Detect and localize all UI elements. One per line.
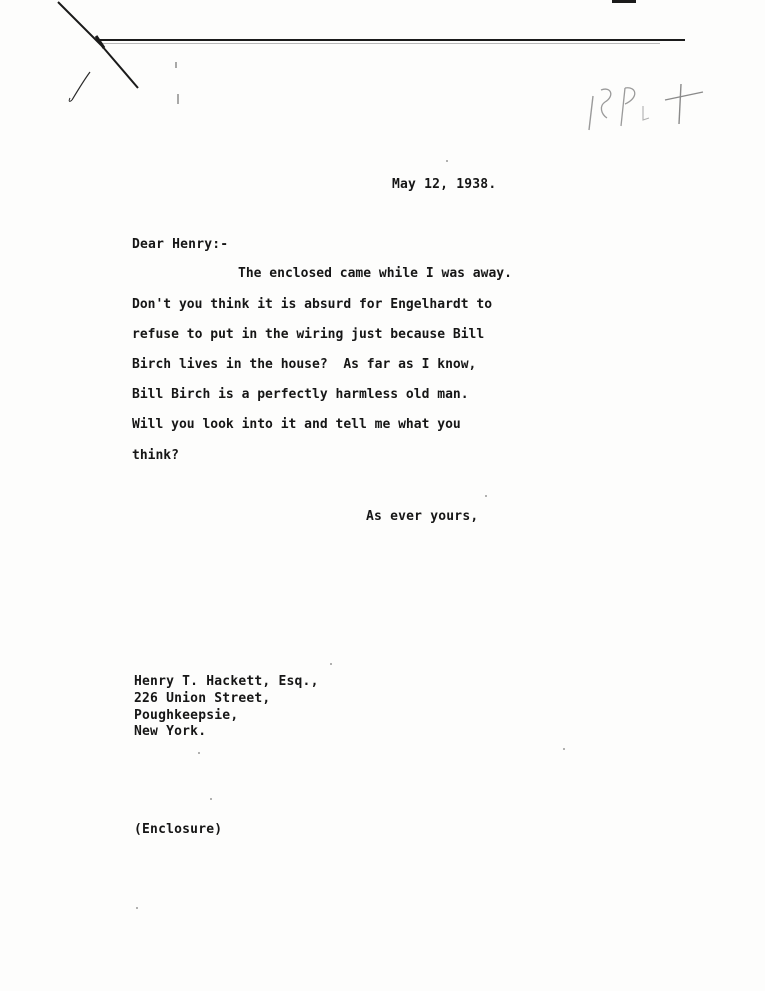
closing: As ever yours, [366, 509, 479, 524]
body-line: Bill Birch is a perfectly harmless old man. [132, 387, 469, 402]
paper-speck [136, 907, 138, 909]
address-line-name: Henry T. Hackett, Esq., [134, 674, 319, 689]
paper-speck [210, 798, 212, 800]
body-line: refuse to put in the wiring just because Bill [132, 327, 485, 342]
pencil-notation [585, 78, 715, 148]
salutation: Dear Henry:- [132, 237, 229, 252]
address-line-street: 226 Union Street, [134, 691, 271, 706]
paper-speck [563, 748, 565, 750]
paper-speck [485, 495, 487, 497]
paper-speck [446, 160, 448, 162]
body-line: Will you look into it and tell me what you [132, 417, 461, 432]
body-line: Don't you think it is absurd for Engelhardt to [132, 297, 493, 312]
body-line: Birch lives in the house? As far as I know, [132, 357, 477, 372]
letter-date: May 12, 1938. [392, 177, 497, 192]
body-line: think? [132, 448, 179, 463]
enclosure-note: (Enclosure) [134, 822, 223, 837]
body-line: The enclosed came while I was away. [238, 266, 512, 281]
corner-mark [612, 0, 636, 3]
address-line-state: New York. [134, 724, 207, 739]
corner-pen-marks [0, 0, 200, 120]
paper-speck [330, 663, 332, 665]
paper-speck [198, 752, 200, 754]
address-line-city: Poughkeepsie, [134, 708, 239, 723]
